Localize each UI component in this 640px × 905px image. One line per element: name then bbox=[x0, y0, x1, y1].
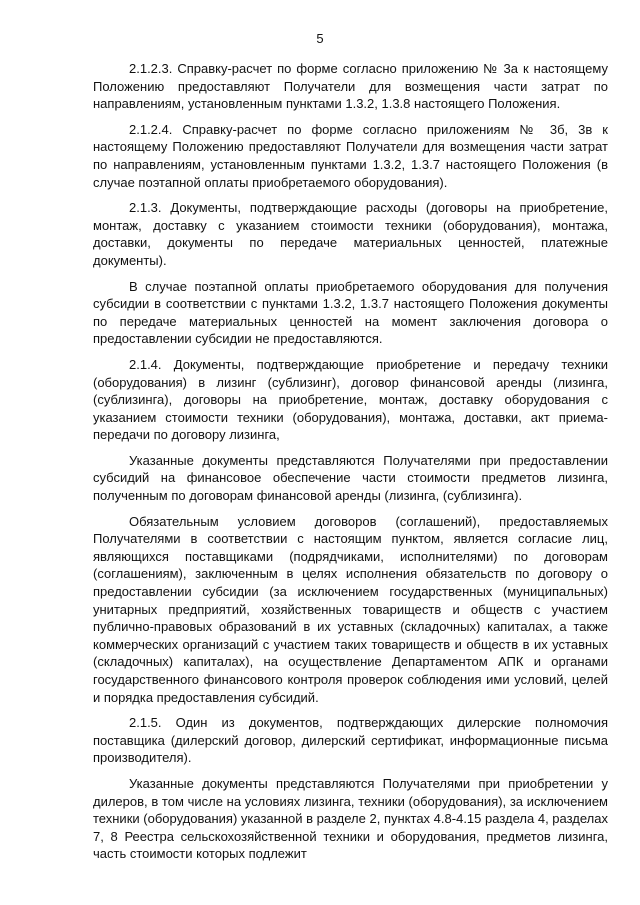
document-body bbox=[93, 60, 608, 869]
paragraph-2-1-4: 2.1.4. Документы, подтверждающие приобретение и передачу техники (оборудования) в лизинг (сублизинг), договор финансовой аренды (лизинга, (сублизинга), договоры на приобретение, монтаж, доставку оборудования с указанием стоимости техники (оборудования), монтажа, доставки, акт приема-передачи по договору лизинга, bbox=[93, 356, 608, 443]
page-number: 5 bbox=[316, 31, 324, 46]
paragraph-leasing-documents: Указанные документы представляются Получателями при предоставлении субсидий на финансовое обеспечение части стоимости предметов лизинга, полученным по договорам финансовой аренды (лизинга, (сублизинга). bbox=[93, 452, 608, 504]
paragraph-2-1-5: 2.1.5. Один из документов, подтверждающих дилерские полномочия поставщика (дилерский договор, дилерский сертификат, информационные письма производителя). bbox=[93, 715, 608, 766]
paragraph-staged-payment: В случае поэтапной оплаты приобретаемого оборудования для получения субсидии в соответствии с пунктами 1.3.2, 1.3.7 настоящего Положения документы по передаче материальных ценностей на момент заключения договора о предоставлении субсидии не предоставляются. bbox=[93, 278, 608, 347]
paragraph-dealer-documents: Указанные документы представляются Получателями при приобретении у дилеров, в том числе на условиях лизинга, техники (оборудования), за исключением техники (оборудования) указанной в разделе 2, пунктах 4.8-4.15 раздела 4, разделах 7, 8 Реестра сельскохозяйственной техники и оборудования, предметов лизинга, часть стоимости которых подлежит bbox=[93, 775, 608, 862]
paragraph-mandatory-condition: Обязательным условием договоров (соглашений), предоставляемых Получателями в соответствии с настоящим пунктом, является согласие лиц, являющихся поставщиками (подрядчиками, исполнителями) по договорам (соглашениям), заключенным в целях исполнения обязательств по договору о предоставлении субсидии (за исключением государственных (муниципальных) унитарных предприятий, хозяйственных товариществ и обществ с участием публично-правовых образований в их уставных (складочных) капиталах, а также коммерческих организаций с участием таких товариществ и обществ в их уставных (складочных) капиталах), на осуществление Департаментом АПК и органами государственного финансового контроля проверок соблюдения ими условий, целей и порядка предоставления субсидий. bbox=[93, 513, 608, 705]
paragraph-2-1-2-3: 2.1.2.3. Справку-расчет по форме согласно приложению № 3а к настоящему Положению предоставляют Получатели для возмещения части затрат по направлениям, установленным пунктами 1.3.2, 1.3.8 настоящего Положения. bbox=[93, 61, 608, 112]
paragraph-2-1-2-4: 2.1.2.4. Справку-расчет по форме согласно приложениям № 3б, 3в к настоящему Положению предоставляют Получатели для возмещения части затрат по направлениям, установленным пунктами 1.3.2, 1.3.7 настоящего Положения (в случае поэтапной оплаты приобретаемого оборудования). bbox=[93, 121, 608, 190]
paragraph-2-1-3: 2.1.3. Документы, подтверждающие расходы (договоры на приобретение, монтаж, доставку с указанием стоимости техники (оборудования), монтажа, доставки, документы по передаче материальных ценностей, платежные документы). bbox=[93, 200, 608, 268]
